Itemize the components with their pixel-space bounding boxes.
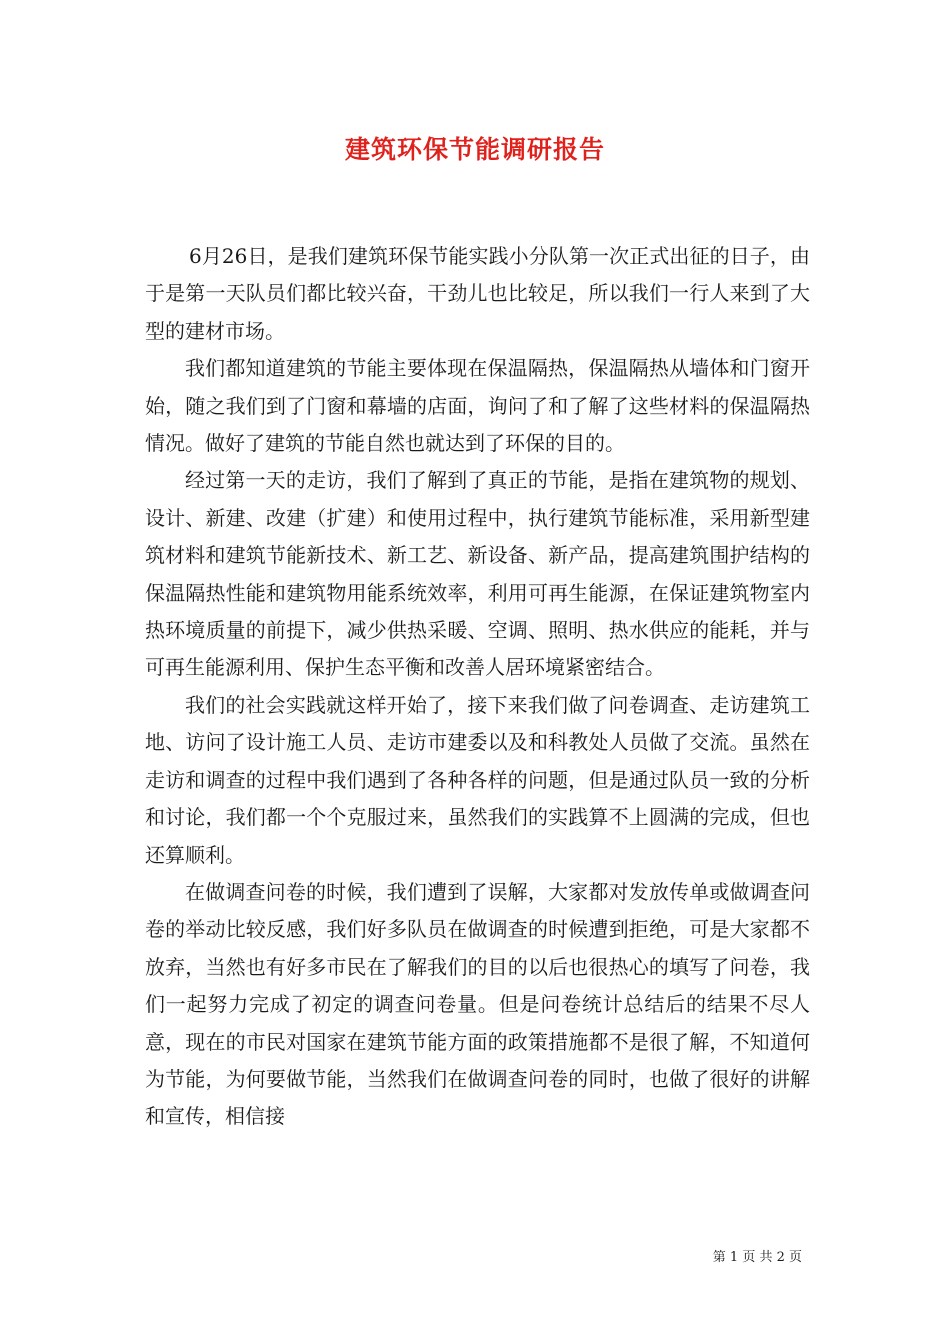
document-title: 建筑环保节能调研报告 <box>344 135 605 164</box>
paragraph-2: 我们都知道建筑的节能主要体现在保温隔热，保温隔热从墙体和门窗开始，随之我们到了门窗和幕墙的店面，询问了和了解了这些材料的保温隔热情况。做好了建筑的节能自然也就达到了环保的目的。 <box>145 356 810 456</box>
document-body <box>145 238 810 1136</box>
paragraph-5: 在做调查问卷的时候，我们遭到了误解，大家都对发放传单或做调查问卷的举动比较反感，我们好多队员在做调查的时候遭到拒绝，可是大家都不放弃，当然也有好多市民在了解我们的目的以后也很热心的填写了问卷，我们一起努力完成了初定的调查问卷量。但是问卷统计总结后的结果不尽人意，现在的市民对国家在建筑节能方面的政策措施都不是很了解，不知道何为节能，为何要做节能，当然我们在做调查问卷的同时，也做了很好的讲解和宣传，相信接 <box>145 879 810 1129</box>
paragraph-1: 6月26日，是我们建筑环保节能实践小分队第一次正式出征的日子，由于是第一天队员们都比较兴奋，干劲儿也比较足，所以我们一行人来到了大型的建材市场。 <box>145 244 810 343</box>
paragraph-4: 我们的社会实践就这样开始了，接下来我们做了问卷调查、走访建筑工地、访问了设计施工人员、走访市建委以及和科教处人员做了交流。虽然在走访和调查的过程中我们遇到了各种各样的问题，但是通过队员一致的分析和讨论，我们都一个个克服过来，虽然我们的实践算不上圆满的完成，但也还算顺利。 <box>145 692 810 867</box>
page-number-footer: 第 1 页 共 2 页 <box>712 1250 802 1265</box>
paragraph-3: 经过第一天的走访，我们了解到了真正的节能，是指在建筑物的规划、设计、新建、改建（扩建）和使用过程中，执行建筑节能标准，采用新型建筑材料和建筑节能新技术、新工艺、新设备、新产品，提高建筑围护结构的保温隔热性能和建筑物用能系统效率，利用可再生能源，在保证建筑物室内热环境质量的前提下，减少供热采暖、空调、照明、热水供应的能耗，并与可再生能源利用、保护生态平衡和改善人居环境紧密结合。 <box>145 468 810 680</box>
